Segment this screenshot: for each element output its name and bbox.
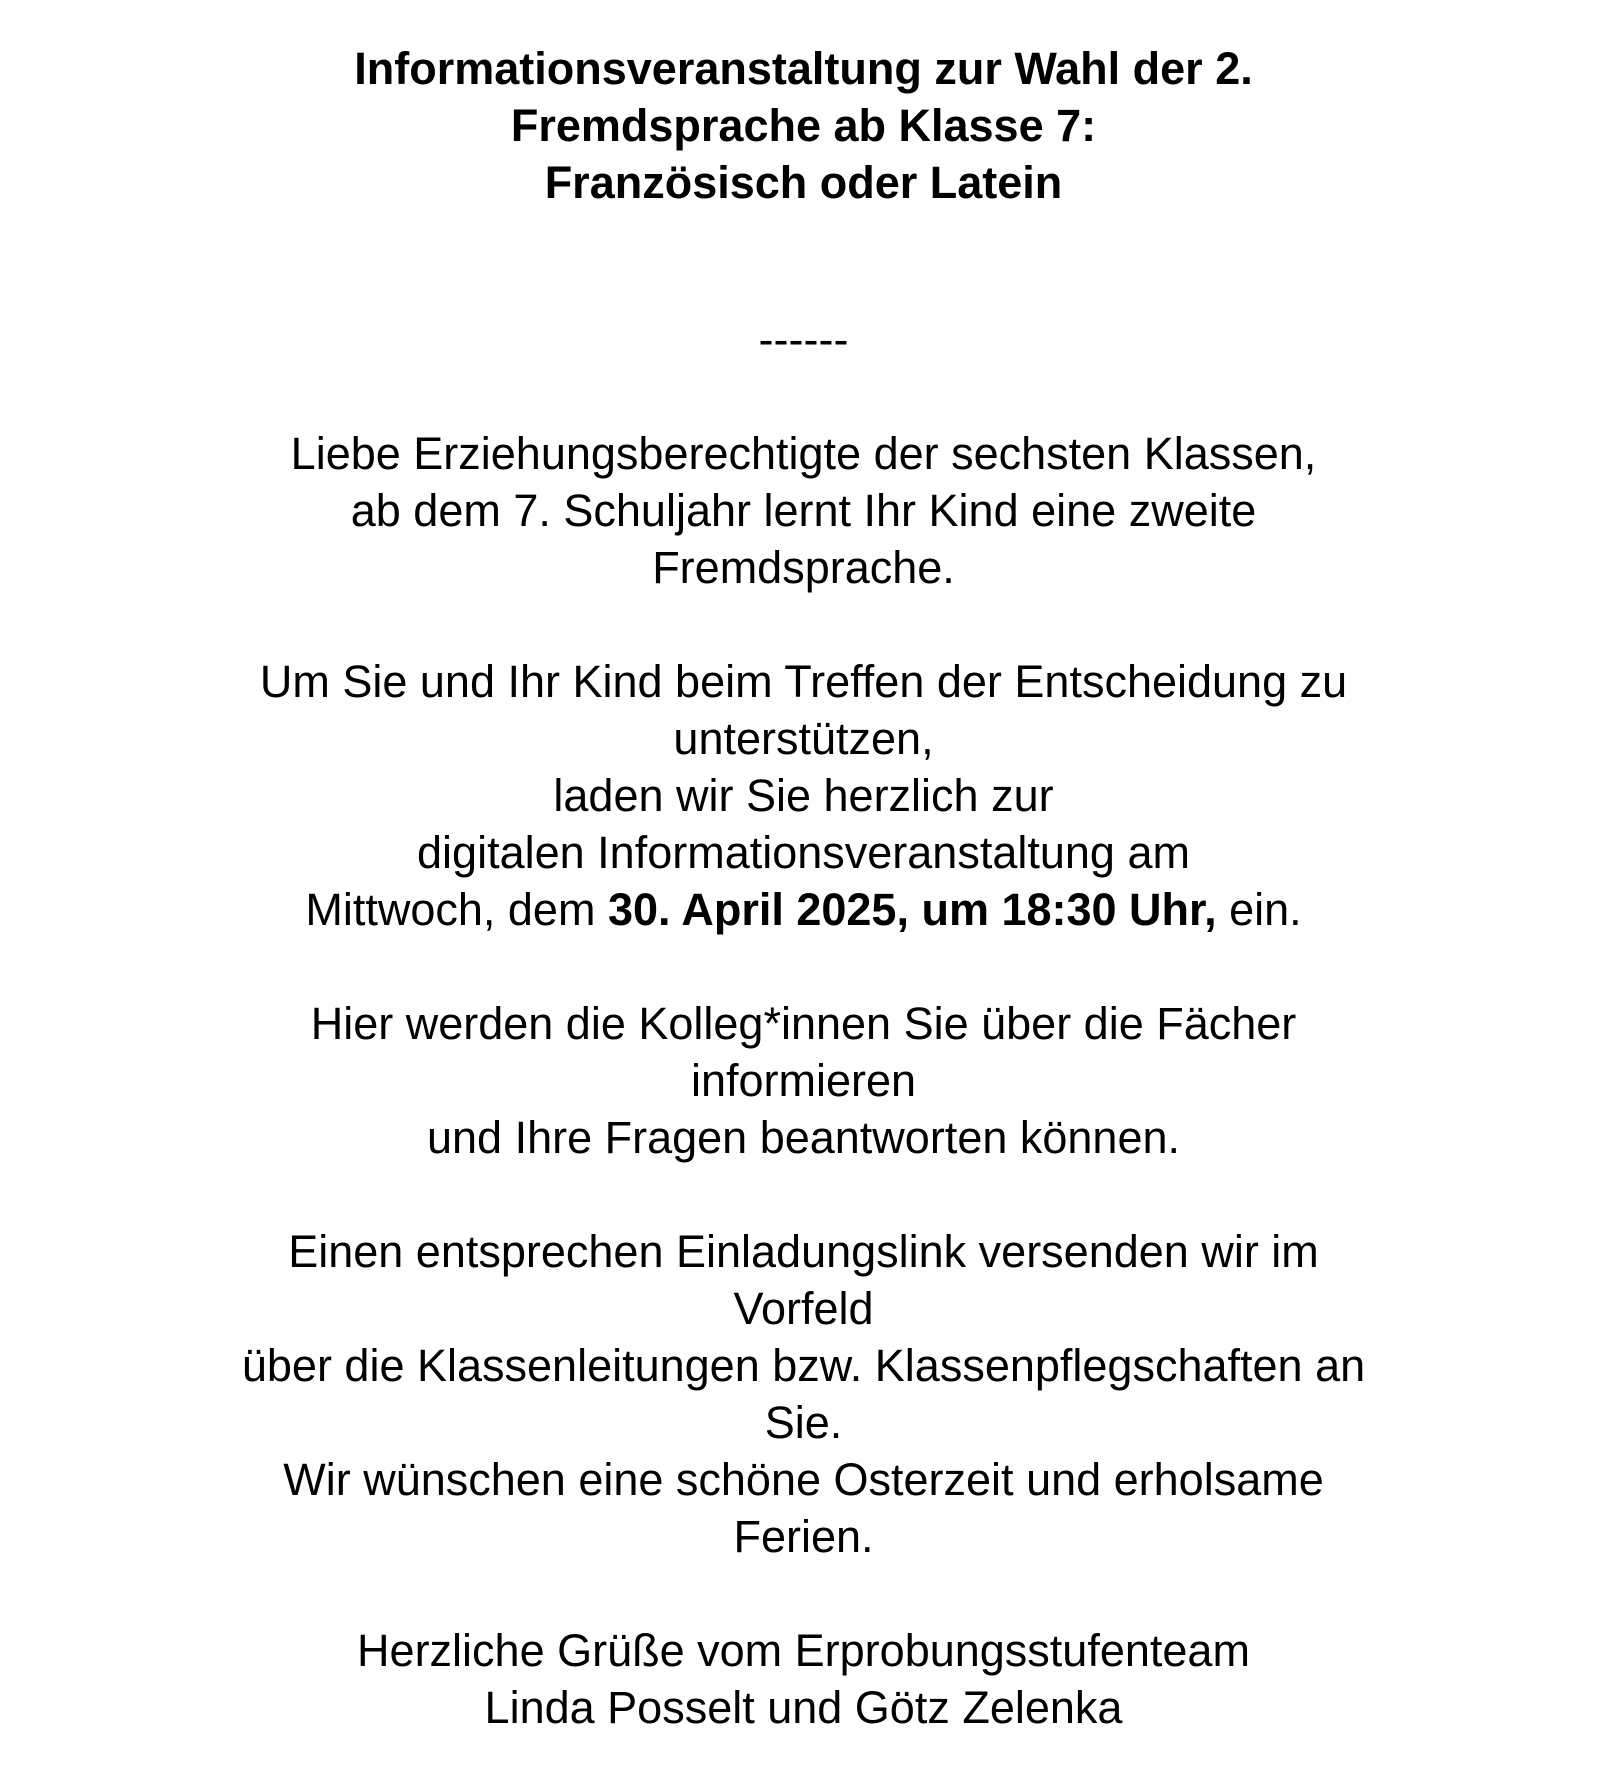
- greeting-paragraph: [0, 425, 1607, 596]
- link-paragraph: [0, 1223, 1607, 1565]
- document-title: [0, 40, 1607, 211]
- invitation-line: unterstützen,: [673, 713, 934, 764]
- title-line: Französisch oder Latein: [544, 157, 1063, 208]
- title-line: Fremdsprache ab Klasse 7:: [510, 100, 1097, 151]
- invitation-line: Um Sie und Ihr Kind beim Treffen der Entscheidung zu: [259, 656, 1348, 707]
- greeting-line: Liebe Erziehungsberechtigte der sechsten Klassen,: [290, 428, 1317, 479]
- title-line: Informationsveranstaltung zur Wahl der 2.: [354, 43, 1253, 94]
- greeting-line: Fremdsprache.: [652, 542, 955, 593]
- event-date-suffix: ein.: [1216, 884, 1302, 935]
- info-paragraph: [0, 995, 1607, 1166]
- info-line: informieren: [690, 1055, 917, 1106]
- divider-text: ------: [758, 314, 849, 365]
- invitation-line: laden wir Sie herzlich zur: [553, 770, 1054, 821]
- invitation-line: digitalen Informationsveranstaltung am: [417, 827, 1190, 878]
- wishes-line: Wir wünschen eine schöne Osterzeit und erholsame: [283, 1454, 1324, 1505]
- link-line: über die Klassenleitungen bzw. Klassenpflegschaften an: [241, 1340, 1366, 1391]
- invitation-paragraph: [0, 653, 1607, 938]
- event-date-time: 30. April 2025, um 18:30 Uhr,: [607, 884, 1217, 935]
- closing-paragraph: [0, 1622, 1607, 1736]
- link-line: Einen entsprechen Einladungslink versenden wir im: [288, 1226, 1319, 1277]
- event-date-prefix: Mittwoch, dem: [305, 884, 608, 935]
- event-date-line: [0, 881, 1607, 938]
- link-line: Vorfeld: [733, 1283, 874, 1334]
- closing-greeting: Herzliche Grüße vom Erprobungsstufenteam: [357, 1625, 1250, 1676]
- link-line: Sie.: [764, 1397, 843, 1448]
- divider: [0, 311, 1607, 368]
- greeting-line: ab dem 7. Schuljahr lernt Ihr Kind eine zweite: [350, 485, 1257, 536]
- wishes-line: Ferien.: [733, 1511, 874, 1562]
- closing-signature: Linda Posselt und Götz Zelenka: [484, 1682, 1123, 1733]
- info-line: und Ihre Fragen beantworten können.: [426, 1112, 1181, 1163]
- document: [0, 40, 1607, 1736]
- info-line: Hier werden die Kolleg*innen Sie über die Fächer: [310, 998, 1297, 1049]
